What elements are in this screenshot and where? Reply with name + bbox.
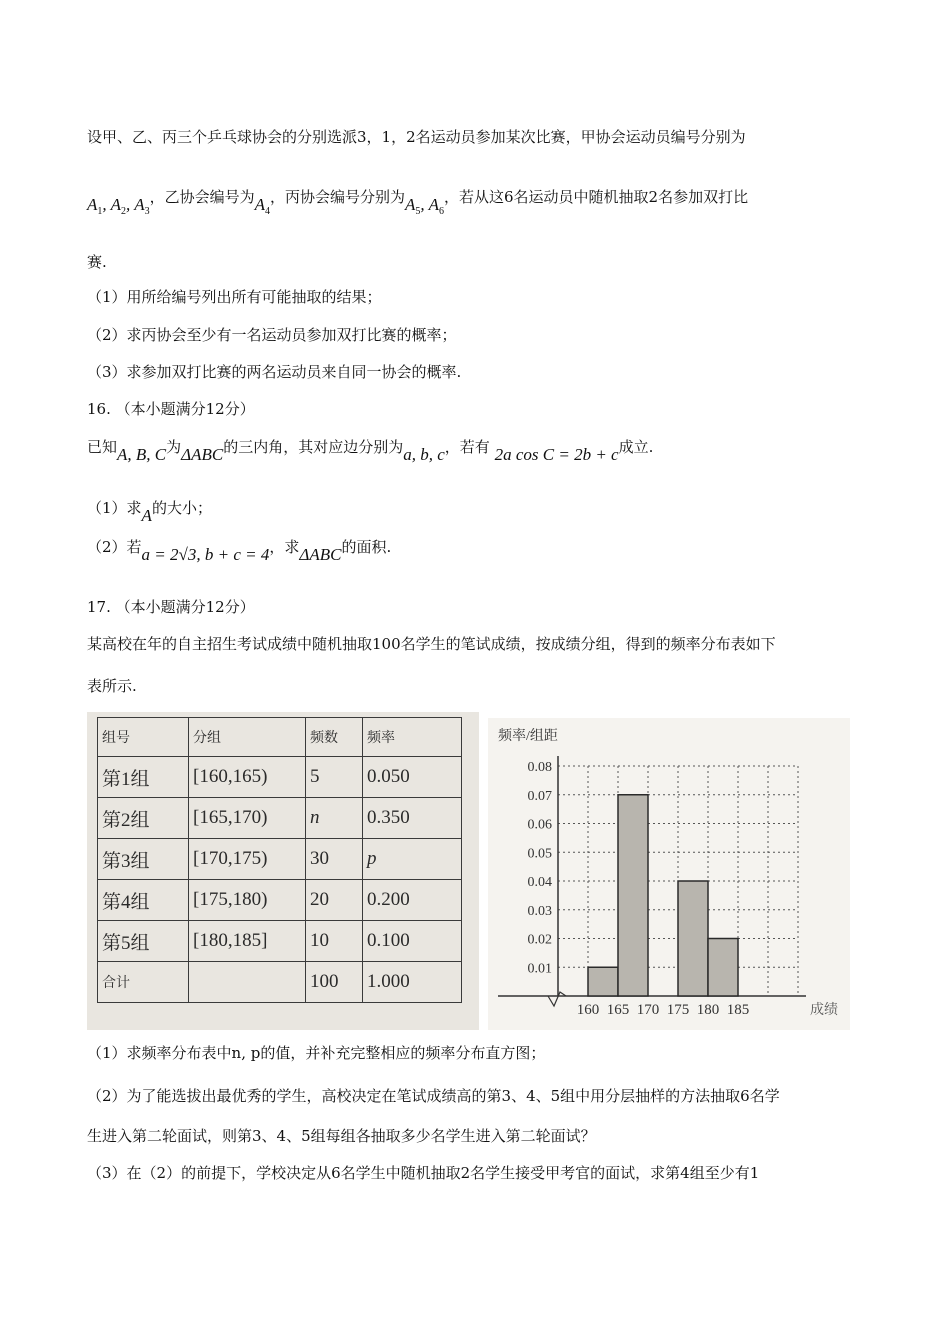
table-header-row <box>98 718 462 757</box>
frequency-histogram <box>488 718 850 1030</box>
frequency-table-image <box>87 712 479 1030</box>
frequency-table <box>97 717 462 1003</box>
table-cell: p <box>363 839 462 880</box>
y-tick-label: 0.02 <box>527 932 552 948</box>
math-bing-ids: $A_5$, $A_6$ <box>405 195 444 217</box>
table-cell: 0.350 <box>363 798 462 839</box>
table-row <box>98 798 462 839</box>
p17-question-1: （1）求频率分布表中n, p的值，并补充完整相应的频率分布直方图； <box>87 1044 546 1062</box>
table-cell: 第3组 <box>98 839 189 880</box>
table-cell: 合计 <box>98 962 189 1003</box>
y-tick-label: 0.07 <box>527 788 552 804</box>
y-tick-label: 0.04 <box>527 875 552 890</box>
table-row <box>98 839 462 880</box>
p16-statement: 已知A, B, C为ΔABC的三内角，其对应边分别为a, b, c，若有 2a cos C = 2b + c成立. <box>87 438 654 464</box>
table-cell: 0.050 <box>363 757 462 798</box>
intro-line-2: $A_1$, $A_2$, $A_3$，乙协会编号为$A_4$，丙协会编号分别为$A_5$, $A_6$，若从这6名运动员中随机抽取2名参加双打比 <box>87 188 749 217</box>
table-row <box>98 757 462 798</box>
p17-header: 17. （本小题满分12分） <box>87 598 255 616</box>
math-yi-id: $A_4$ <box>254 195 270 217</box>
x-tick-label: 185 <box>726 1002 750 1018</box>
table-header-cell: 分组 <box>189 718 306 757</box>
intro-line-1: 设甲、乙、丙三个乒乓球协会的分别选派3，1，2名运动员参加某次比赛，甲协会运动员编号分别为 <box>87 128 746 146</box>
intro-question-1: （1）用所给编号列出所有可能抽取的结果； <box>87 288 382 306</box>
table-header-cell: 频率 <box>363 718 462 757</box>
y-axis-title: 频率/组距 <box>498 729 558 744</box>
table-cell: [180,185] <box>189 921 306 962</box>
histogram-bar <box>618 795 648 996</box>
table-cell: 30 <box>306 839 363 880</box>
y-tick-label: 0.06 <box>527 817 552 833</box>
math-jia-ids: $A_1$, $A_2$, $A_3$ <box>87 195 150 217</box>
p17-line-1: 某高校在年的自主招生考试成绩中随机抽取100名学生的笔试成绩，按成绩分组，得到的频率分布表如下 <box>87 635 776 653</box>
table-cell: [160,165) <box>189 757 306 798</box>
y-tick-label: 0.05 <box>527 846 552 862</box>
y-tick-label: 0.08 <box>527 760 552 775</box>
y-tick-label: 0.01 <box>527 961 552 977</box>
table-cell: 5 <box>306 757 363 798</box>
p17-question-2b: 生进入第二轮面试，则第3、4、5组每组各抽取多少名学生进入第二轮面试？ <box>87 1127 596 1145</box>
table-header-cell: 频数 <box>306 718 363 757</box>
histogram-bar <box>678 881 708 996</box>
p17-question-3: （3）在（2）的前提下，学校决定从6名学生中随机抽取2名学生接受甲考官的面试，求第4组至少有1 <box>87 1164 760 1182</box>
p17-question-2a: （2）为了能选拔出最优秀的学生，高校决定在笔试成绩高的第3、4、5组中用分层抽样的方法抽取6名学 <box>87 1087 780 1105</box>
x-tick-label: 160 <box>576 1002 600 1018</box>
p16-question-2: （2）若a = 2√3, b + c = 4，求ΔABC的面积. <box>87 538 392 564</box>
table-header-cell: 组号 <box>98 718 189 757</box>
table-cell: 第2组 <box>98 798 189 839</box>
x-axis-title: 成绩 <box>810 1003 838 1018</box>
table-cell: [175,180) <box>189 880 306 921</box>
table-cell: 100 <box>306 962 363 1003</box>
y-tick-label: 0.03 <box>527 903 552 919</box>
table-cell: 0.200 <box>363 880 462 921</box>
intro-line-3: 赛. <box>87 253 107 271</box>
intro-question-2: （2）求丙协会至少有一名运动员参加双打比赛的概率； <box>87 326 457 344</box>
table-cell: 0.100 <box>363 921 462 962</box>
intro-question-3: （3）求参加双打比赛的两名运动员来自同一协会的概率. <box>87 363 462 381</box>
p17-line-2: 表所示. <box>87 677 137 695</box>
p16-header: 16. （本小题满分12分） <box>87 400 255 418</box>
table-cell: [165,170) <box>189 798 306 839</box>
x-tick-label: 180 <box>696 1002 720 1018</box>
x-tick-label: 175 <box>666 1002 690 1018</box>
x-tick-label: 165 <box>606 1002 630 1018</box>
p16-question-1: （1）求A的大小； <box>87 499 212 525</box>
table-cell: 1.000 <box>363 962 462 1003</box>
table-row <box>98 921 462 962</box>
histogram-bar <box>708 939 738 997</box>
histogram-bar <box>588 967 618 996</box>
histogram-svg <box>488 718 850 1030</box>
table-row <box>98 962 462 1003</box>
x-tick-label: 170 <box>636 1002 660 1018</box>
table-cell: 第5组 <box>98 921 189 962</box>
table-cell: [170,175) <box>189 839 306 880</box>
table-cell: 第1组 <box>98 757 189 798</box>
table-cell <box>189 962 306 1003</box>
table-cell: 10 <box>306 921 363 962</box>
table-cell: n <box>306 798 363 839</box>
table-cell: 20 <box>306 880 363 921</box>
table-cell: 第4组 <box>98 880 189 921</box>
table-row <box>98 880 462 921</box>
